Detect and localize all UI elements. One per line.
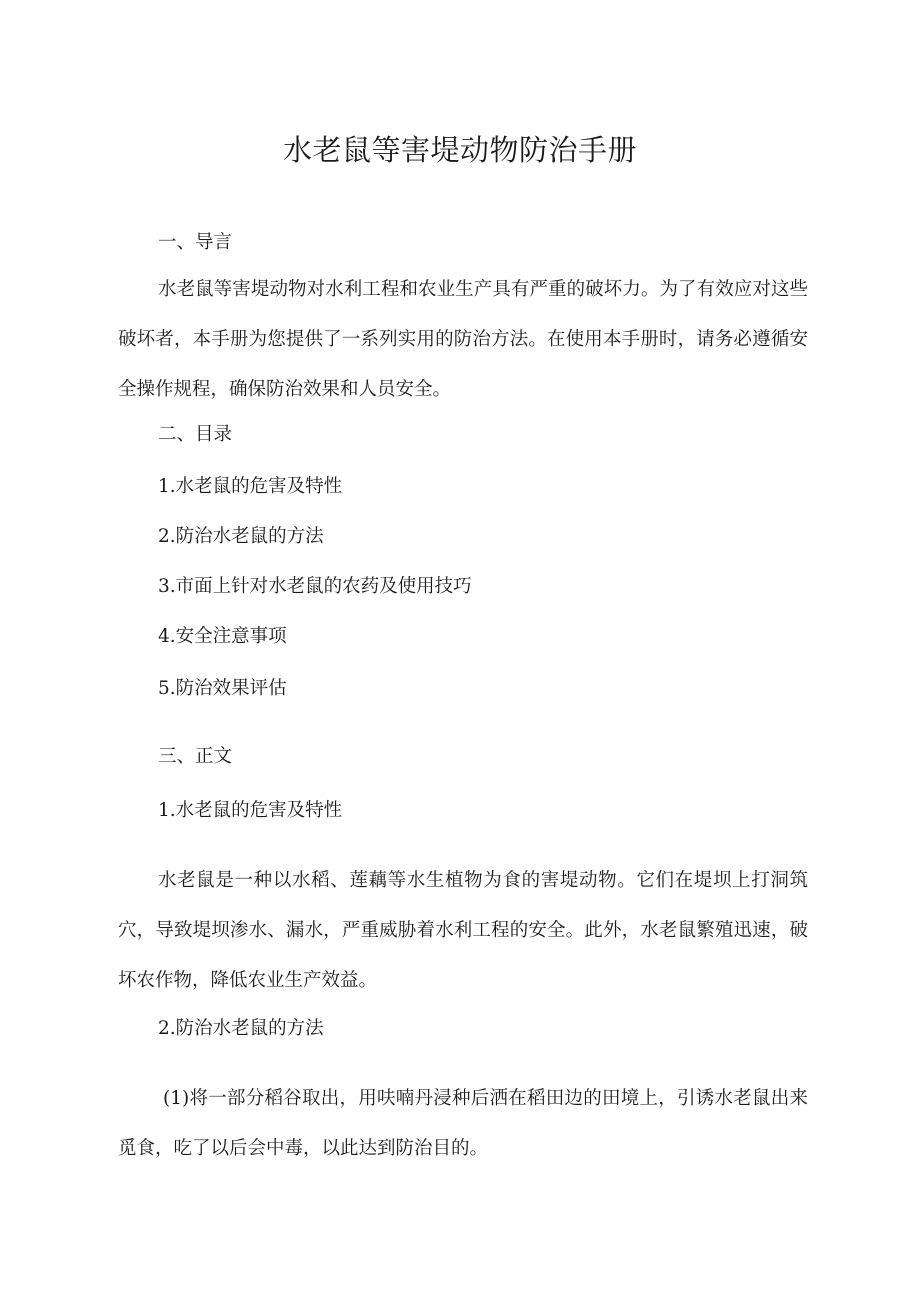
- toc-item: 1.水老鼠的危害及特性: [158, 476, 343, 497]
- body-heading: 三、正文: [158, 746, 233, 767]
- intro-heading: 一、导言: [158, 232, 233, 253]
- toc-item: 3.市面上针对水老鼠的农药及使用技巧: [158, 576, 472, 597]
- intro-paragraph: 水老鼠等害堤动物对水利工程和农业生产具有严重的破坏力。为了有效应对这些破坏者，本手册为您提供了一系列实用的防治方法。在使用本手册时，请务必遵循安全操作规程，确保防治效果和人员安全。: [118, 279, 808, 400]
- section-1-paragraph: 水老鼠是一种以水稻、莲藕等水生植物为食的害堤动物。它们在堤坝上打洞筑穴，导致堤坝渗水、漏水，严重威胁着水利工程的安全。此外，水老鼠繁殖迅速，破坏农作物，降低农业生产效益。: [118, 870, 808, 991]
- method-1-paragraph: (1)将一部分稻谷取出，用呋喃丹浸种后洒在稻田边的田境上，引诱水老鼠出来觅食，吃了以后会中毒，以此达到防治目的。: [118, 1088, 808, 1159]
- section-1-heading: 1.水老鼠的危害及特性: [158, 800, 343, 821]
- toc-item: 5.防治效果评估: [158, 678, 287, 699]
- toc-heading: 二、目录: [158, 424, 233, 445]
- toc-item: 4.安全注意事项: [158, 626, 287, 647]
- document-title: 水老鼠等害堤动物防治手册: [282, 133, 637, 167]
- section-2-heading: 2.防治水老鼠的方法: [158, 1018, 324, 1039]
- toc-item: 2.防治水老鼠的方法: [158, 526, 324, 547]
